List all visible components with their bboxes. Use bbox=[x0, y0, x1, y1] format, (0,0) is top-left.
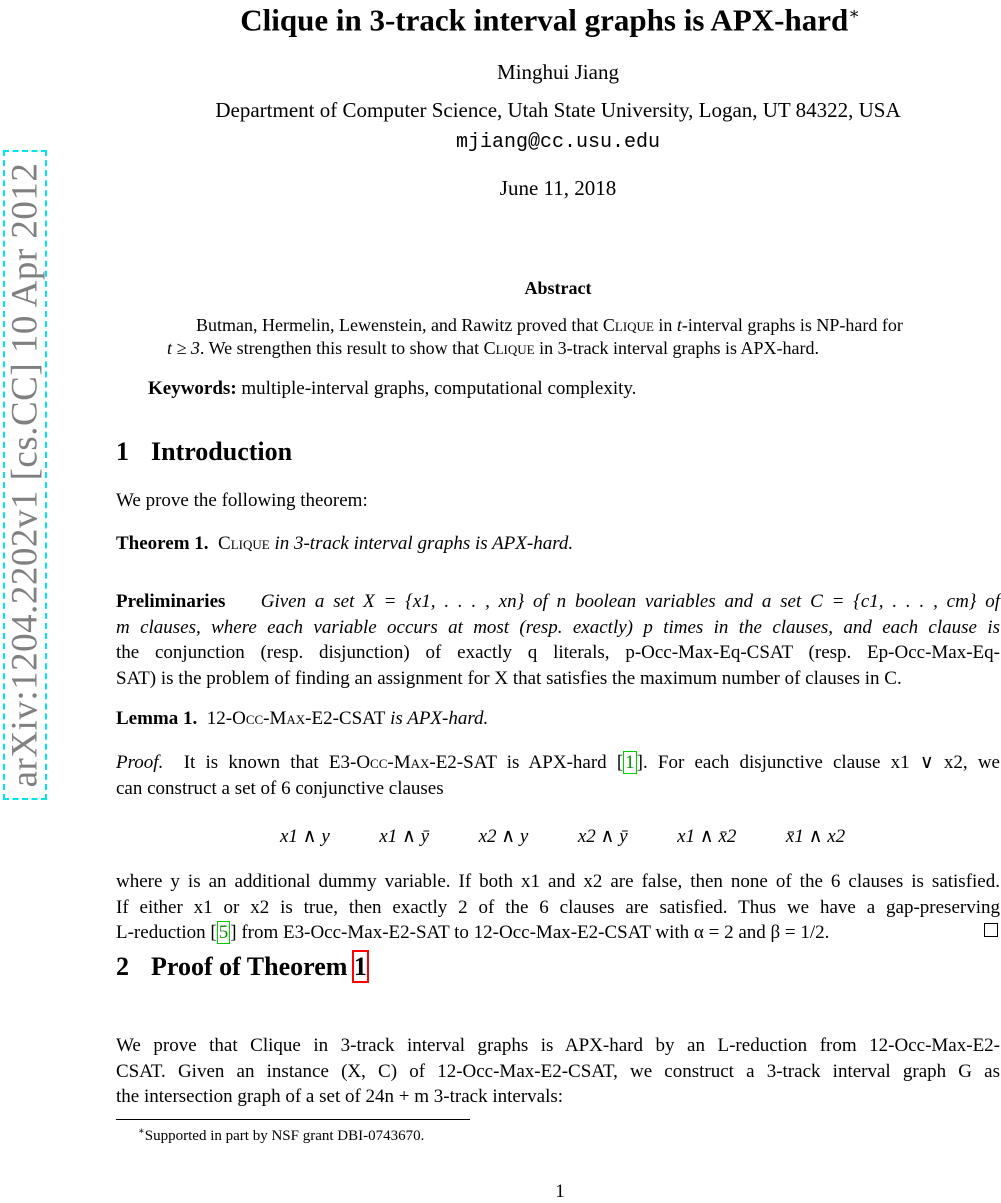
keywords: Keywords: multiple-interval graphs, computational complexity. bbox=[148, 378, 637, 399]
section-1-heading: 1 Introduction bbox=[116, 437, 293, 466]
page-number: 1 bbox=[555, 1181, 565, 1202]
theorem-reference-link[interactable]: 1 bbox=[353, 952, 367, 981]
arxiv-stamp bbox=[3, 150, 47, 800]
section-2-heading: 2 Proof of Theorem 1 bbox=[116, 952, 367, 981]
clause: x2 ∧ y bbox=[478, 826, 529, 847]
theorem-1: Theorem 1. Clique in 3-track interval graphs is APX-hard. bbox=[116, 533, 574, 554]
paper-title: Clique in 3-track interval graphs is APX-hard∗ bbox=[240, 2, 860, 38]
author: Minghui Jiang bbox=[497, 60, 619, 84]
title-footnote-mark: ∗ bbox=[848, 4, 860, 23]
clause: x1 ∧ x̄2 bbox=[677, 826, 737, 847]
lemma-1: Lemma 1. 12-Occ-Max-E2-CSAT is APX-hard. bbox=[116, 708, 489, 729]
preliminaries-paragraph: Preliminaries Given a set X = {x1, . . . , xn} of n boolean variables and a set C = {c1, . . . , cm} of m clauses, where each variable occurs at most (resp. exactly) p times in the clauses, and each clause is the conjunction (resp. disjunction) of exactly q literals, p-Occ-Max-Eq-CSAT (resp. Ep-Occ-Max-Eq- SAT) is the problem of finding an assignment for X that satisfies the maximum number of clauses in C. bbox=[116, 591, 1001, 689]
clause: x1 ∧ ȳ bbox=[379, 826, 430, 847]
citation-link-1[interactable]: 1 bbox=[625, 752, 635, 773]
qed-symbol bbox=[984, 923, 998, 937]
footnote-rule bbox=[116, 1119, 470, 1120]
proof-paragraph-2: where y is an additional dummy variable. If both x1 and x2 are false, then none of the 6 clauses is satisfied. If either x1 or x2 is true, then exactly 2 of the 6 clauses are satisfied. Thus we have a gap-preserving L-reduction [ 5 ] from E3-Occ-Max-E2-SAT to 12-Occ-Max-E2-CSAT with α = 2 and β = 1/2. bbox=[116, 871, 1000, 943]
abstract-line-1: Butman, Hermelin, Lewenstein, and Rawitz proved that Clique in t-interval graphs is NP-hard for bbox=[196, 315, 903, 335]
section-1-intro: We prove the following theorem: bbox=[116, 490, 368, 511]
proof-paragraph-1: Proof. It is known that E3-Occ-Max-E2-SAT is APX-hard [ 1 ]. For each disjunctive clause x1 ∨ x2, we can construct a set of 6 conjunctive clauses bbox=[116, 752, 1000, 799]
date: June 11, 2018 bbox=[499, 176, 617, 200]
abstract-heading: Abstract bbox=[524, 278, 592, 298]
clause: x2 ∧ ȳ bbox=[577, 826, 628, 847]
email: mjiang@cc.usu.edu bbox=[455, 131, 661, 154]
footnote: ∗Supported in part by NSF grant DBI-0743670. bbox=[138, 1126, 425, 1144]
abstract-line-2: t ≥ 3. We strengthen this result to show that Clique in 3-track interval graphs is APX-hard. bbox=[167, 338, 820, 358]
citation-link-5[interactable]: 5 bbox=[218, 922, 229, 943]
arxiv-stamp-text: arXiv:1204.2202v1 [cs.CC] 10 Apr 2012 bbox=[4, 162, 46, 788]
affiliation: Department of Computer Science, Utah State University, Logan, UT 84322, USA bbox=[215, 98, 901, 122]
clause-list bbox=[280, 825, 845, 848]
clause: x1 ∧ y bbox=[280, 826, 330, 847]
clause: x̄1 ∧ x2 bbox=[785, 826, 846, 847]
section-2-paragraph: We prove that Clique in 3-track interval graphs is APX-hard by an L-reduction from 12-Occ-Max-E2- CSAT. Given an instance (X, C) of 12-Occ-Max-E2-CSAT, we construct a 3-track interval graph G as the intersection graph of a set of 24n + m 3-track intervals: bbox=[116, 1035, 1000, 1107]
